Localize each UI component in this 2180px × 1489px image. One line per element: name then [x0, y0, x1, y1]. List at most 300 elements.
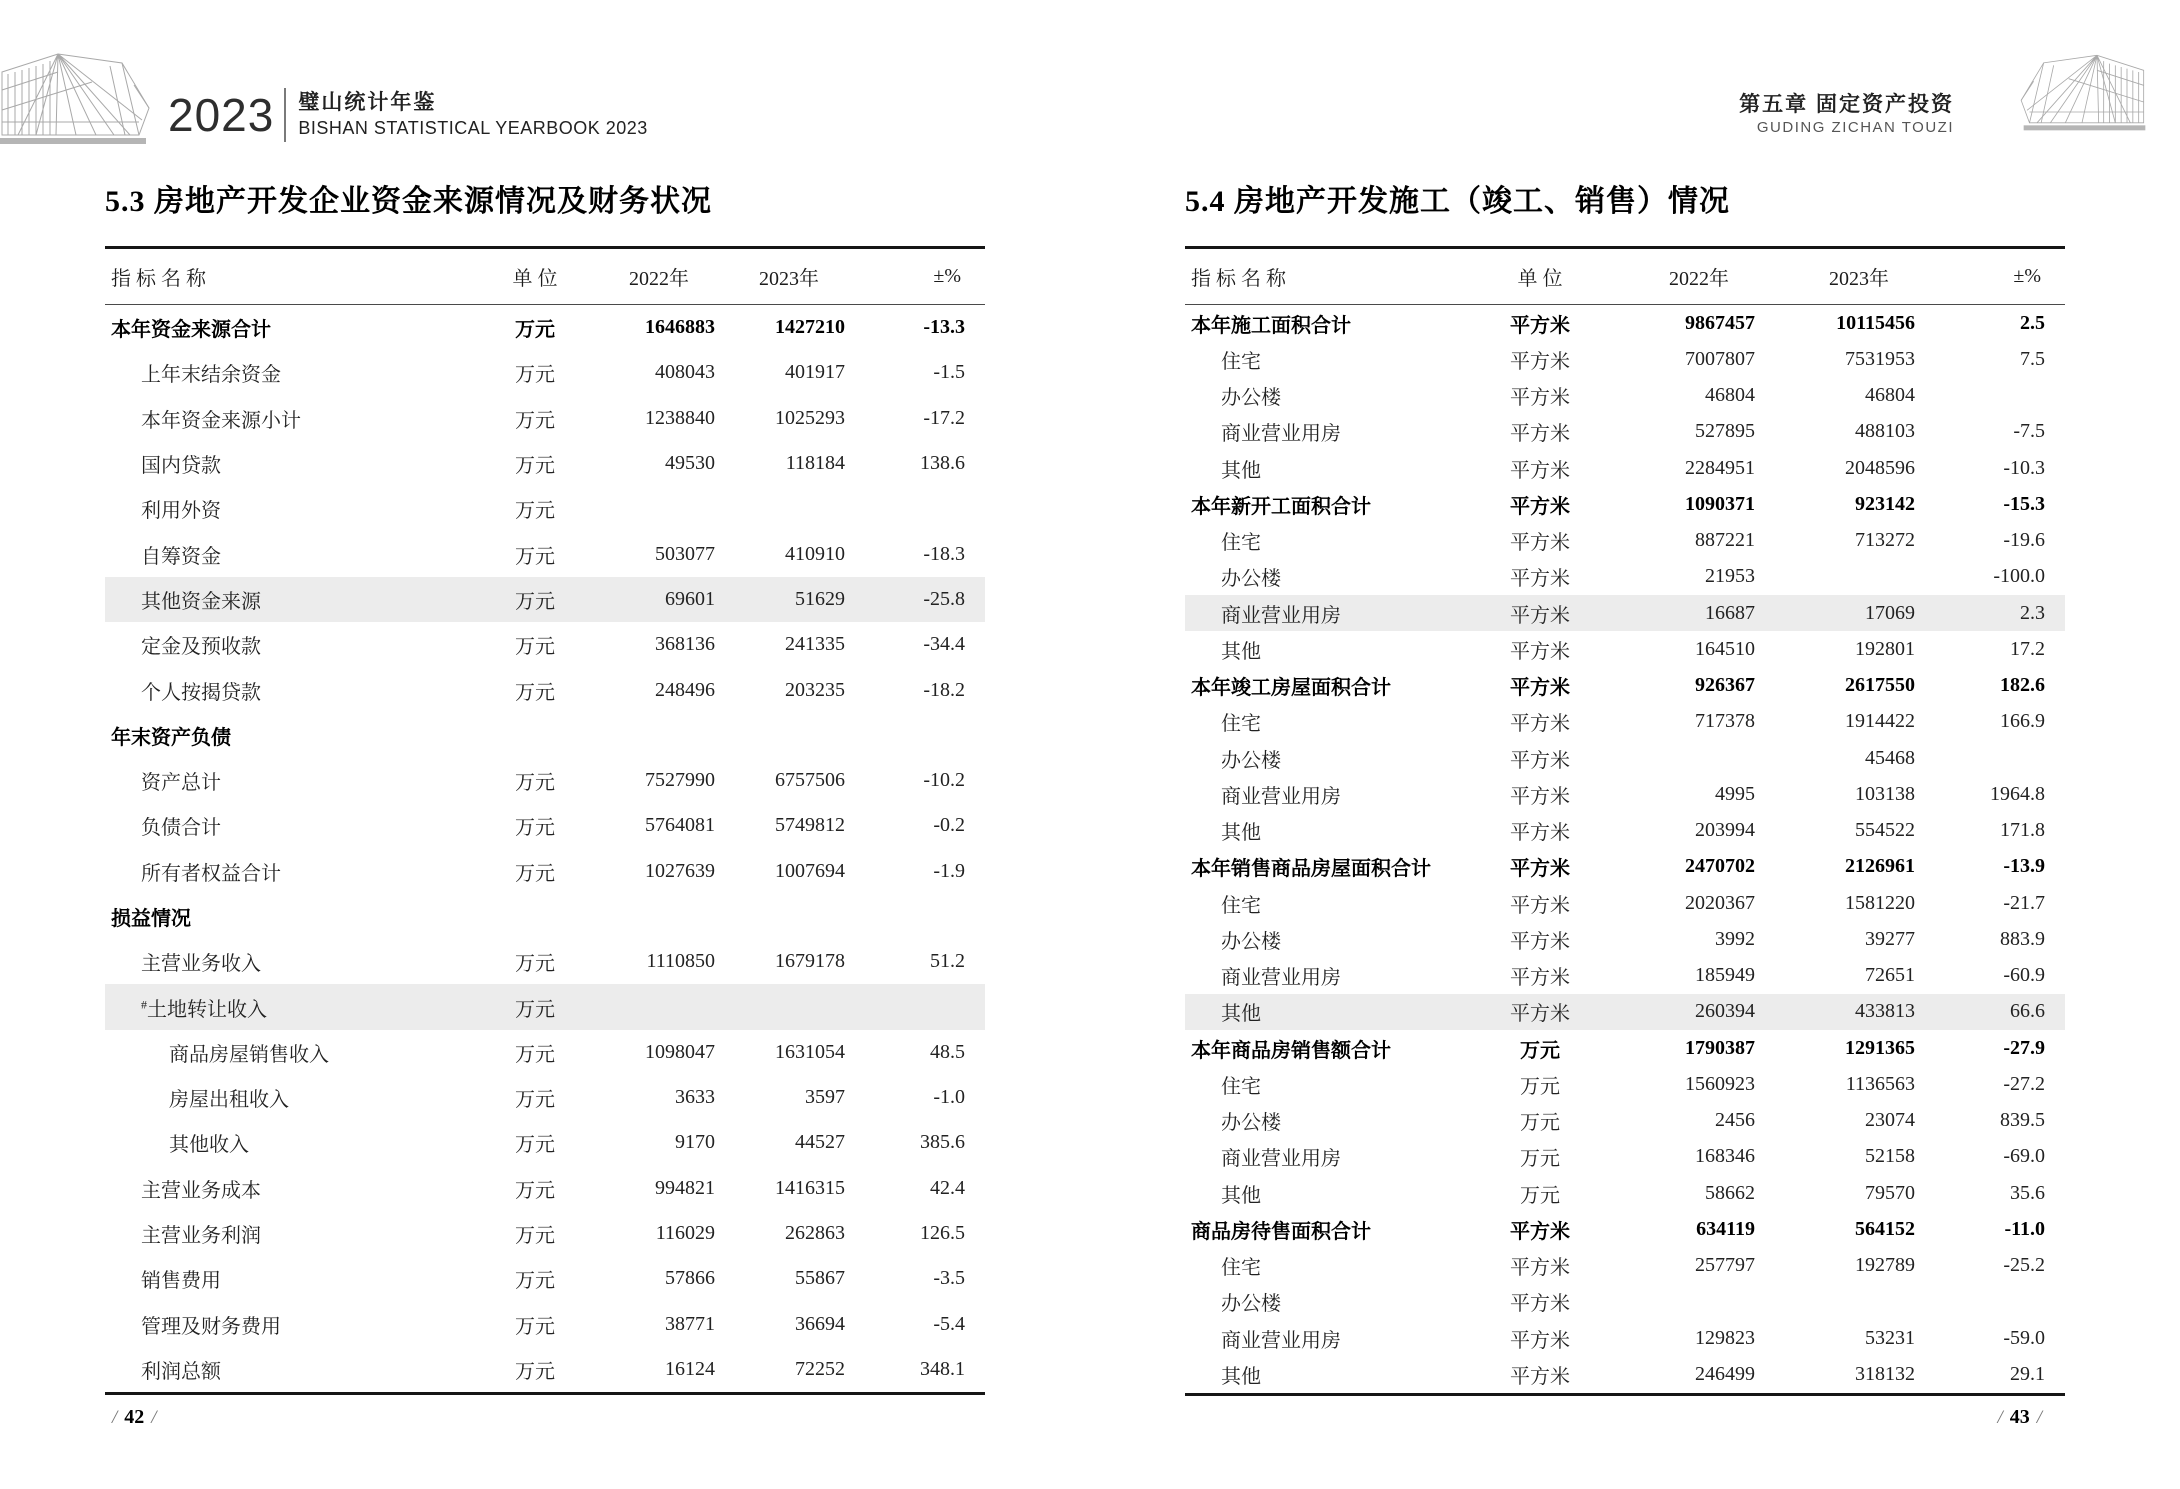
- cell-2022: 2470702: [1685, 855, 1755, 878]
- cell-2022: 1110850: [646, 950, 715, 973]
- cell-unit: 平方米: [1510, 1293, 1570, 1316]
- column-header-unit: 单 位: [512, 268, 558, 290]
- table-row: [1185, 849, 2065, 885]
- cell-indicator-name: 房屋出租收入: [169, 1089, 289, 1112]
- cell-unit: 平方米: [1510, 568, 1570, 591]
- table-row: [105, 1166, 985, 1211]
- cell-2023: 10115456: [1836, 311, 1915, 334]
- cell-indicator-name: 定金及预收款: [141, 636, 261, 659]
- cell-2022: 248496: [655, 678, 715, 701]
- cell-unit: 万元: [515, 1179, 555, 1202]
- cell-2023: 5749812: [775, 814, 845, 837]
- cell-2022: 1090371: [1685, 492, 1755, 515]
- cell-unit: 平方米: [1510, 495, 1570, 518]
- cell-indicator-name: 住宅: [1221, 713, 1261, 736]
- cell-2022: 503077: [655, 542, 715, 565]
- cell-indicator-name: 其他: [1221, 459, 1261, 482]
- table-row: [105, 486, 985, 531]
- cell-2022: 116029: [655, 1222, 715, 1245]
- cell-indicator-name: 住宅: [1221, 1257, 1261, 1280]
- cell-pct: -27.2: [2003, 1072, 2045, 1095]
- table-row: [1185, 595, 2065, 631]
- cell-2023: 118184: [785, 452, 845, 475]
- cell-2022: 21953: [1705, 565, 1755, 588]
- table-row: [105, 849, 985, 894]
- table-row: [1185, 958, 2065, 994]
- table-row: [105, 1030, 985, 1075]
- cell-pct: 182.6: [2000, 674, 2045, 697]
- cell-2022: 3992: [1715, 927, 1755, 950]
- cell-2023: 401917: [785, 361, 845, 384]
- table-5-4: [1185, 246, 2065, 1396]
- cell-pct: -7.5: [2013, 420, 2045, 443]
- cell-2022: 634119: [1696, 1217, 1755, 1240]
- cell-unit: 万元: [515, 590, 555, 613]
- cell-indicator-name: 商品房待售面积合计: [1191, 1220, 1371, 1243]
- cell-indicator-name: 其他: [1221, 1003, 1261, 1026]
- table-row: [105, 758, 985, 803]
- cell-2023: 203235: [785, 678, 845, 701]
- cell-indicator-name: 上年末结余资金: [141, 364, 281, 387]
- cell-2022: 5764081: [645, 814, 715, 837]
- cell-indicator-name: 商业营业用房: [1221, 423, 1341, 446]
- cell-pct: -10.2: [923, 769, 965, 792]
- cell-indicator-name: 损益情况: [111, 908, 191, 930]
- book-title-en: BISHAN STATISTICAL YEARBOOK 2023: [298, 118, 648, 138]
- cell-2023: 1427210: [775, 316, 845, 339]
- cell-pct: 1964.8: [1990, 782, 2045, 805]
- table-row: [105, 1075, 985, 1120]
- table-row: [1185, 1139, 2065, 1175]
- column-header-2022: 2022年: [629, 268, 689, 290]
- cell-pct: -0.2: [933, 814, 965, 837]
- cell-pct: -13.3: [923, 316, 965, 339]
- cell-2022: 1238840: [645, 406, 715, 429]
- cell-2022: 1560923: [1685, 1072, 1755, 1095]
- cell-pct: 2.5: [2020, 311, 2045, 334]
- cell-unit: 平方米: [1510, 423, 1570, 446]
- cell-indicator-name: 资产总计: [141, 772, 221, 795]
- table-row: [1185, 450, 2065, 486]
- cell-2022: 3633: [675, 1086, 715, 1109]
- cell-2023: 1581220: [1845, 891, 1915, 914]
- cell-pct: -1.5: [933, 361, 965, 384]
- table-row: [105, 1302, 985, 1347]
- cell-2023: 192801: [1855, 637, 1915, 660]
- cell-indicator-name: 负债合计: [141, 817, 221, 840]
- cell-2023: 46804: [1865, 384, 1915, 407]
- cell-2023: 39277: [1865, 927, 1915, 950]
- cell-2022: 368136: [655, 633, 715, 656]
- cell-indicator-name: 其他资金来源: [141, 590, 261, 613]
- cell-2023: 318132: [1855, 1362, 1915, 1385]
- cell-unit: 万元: [1520, 1075, 1560, 1098]
- cell-pct: -100.0: [1993, 565, 2045, 588]
- cell-pct: -15.3: [2003, 492, 2045, 515]
- cell-indicator-name: 本年销售商品房屋面积合计: [1191, 858, 1431, 881]
- cell-unit: 平方米: [1510, 604, 1570, 627]
- cell-pct: -18.3: [923, 542, 965, 565]
- cell-2022: 926367: [1695, 674, 1755, 697]
- footer-slash: /: [1997, 1407, 2003, 1428]
- table-row: [105, 1256, 985, 1301]
- cell-unit: 万元: [515, 636, 555, 659]
- table-row: [105, 1211, 985, 1256]
- cell-pct: 839.5: [2000, 1109, 2045, 1132]
- cell-unit: 平方米: [1510, 640, 1570, 663]
- cell-unit: 万元: [515, 1089, 555, 1112]
- cell-2023: 36694: [795, 1312, 845, 1335]
- cell-unit: 平方米: [1510, 387, 1570, 410]
- table-row: [105, 713, 985, 758]
- table-row: [1185, 1356, 2065, 1392]
- cell-indicator-name: 其他: [1221, 1184, 1261, 1207]
- cell-pct: 385.6: [920, 1131, 965, 1154]
- column-header-pct: ±%: [2013, 265, 2041, 287]
- table-row: [105, 305, 985, 350]
- cell-unit: 平方米: [1510, 1257, 1570, 1280]
- cell-unit: 万元: [1520, 1039, 1560, 1062]
- cell-indicator-name: 办公楼: [1221, 387, 1281, 410]
- table-row: [1185, 414, 2065, 450]
- cell-2022: 527895: [1695, 420, 1755, 443]
- cell-2023: 103138: [1855, 782, 1915, 805]
- cell-2022: 57866: [665, 1267, 715, 1290]
- table-row: [1185, 921, 2065, 957]
- cell-pct: -27.9: [2003, 1036, 2045, 1059]
- cell-pct: -18.2: [923, 678, 965, 701]
- page-number-footer: [105, 1406, 164, 1429]
- book-title-cn: 璧山统计年鉴: [298, 91, 437, 114]
- cell-pct: -13.9: [2003, 855, 2045, 878]
- cell-indicator-name: 管理及财务费用: [141, 1315, 281, 1338]
- cell-unit: 万元: [515, 319, 555, 342]
- table-5-3-title: 5.3 房地产开发企业资金来源情况及财务状况: [105, 185, 712, 219]
- cell-pct: -19.6: [2003, 529, 2045, 552]
- column-header-2022: 2022年: [1669, 268, 1729, 290]
- cell-unit: 万元: [515, 953, 555, 976]
- cell-indicator-name: 主营业务收入: [141, 953, 261, 976]
- cell-unit: 万元: [515, 998, 555, 1021]
- table-row: [1185, 1030, 2065, 1066]
- cell-unit: 万元: [515, 1134, 555, 1157]
- cell-unit: 万元: [515, 1043, 555, 1066]
- column-header-2023: 2023年: [759, 268, 819, 290]
- cell-pct: -17.2: [923, 406, 965, 429]
- cell-indicator-name: 主营业务利润: [141, 1225, 261, 1248]
- cell-unit: 万元: [515, 1315, 555, 1338]
- cell-indicator-name: 其他: [1221, 640, 1261, 663]
- cell-pct: -25.8: [923, 587, 965, 610]
- cell-unit: 平方米: [1510, 1003, 1570, 1026]
- cell-unit: 万元: [515, 455, 555, 478]
- cell-2022: 16687: [1705, 601, 1755, 624]
- cell-2022: 168346: [1695, 1145, 1755, 1168]
- cell-unit: 万元: [515, 772, 555, 795]
- cell-2023: 241335: [785, 633, 845, 656]
- cell-pct: -1.9: [933, 859, 965, 882]
- table-row: [105, 939, 985, 984]
- cell-pct: 48.5: [930, 1040, 965, 1063]
- cell-2022: 1027639: [645, 859, 715, 882]
- cell-pct: -10.3: [2003, 456, 2045, 479]
- cell-2022: 46804: [1705, 384, 1755, 407]
- cell-2022: 58662: [1705, 1181, 1755, 1204]
- cell-indicator-name: 本年资金来源小计: [141, 409, 301, 432]
- table-row: [1185, 523, 2065, 559]
- cell-indicator-name: 主营业务成本: [141, 1179, 261, 1202]
- cell-2022: 1098047: [645, 1040, 715, 1063]
- cell-indicator-name: 国内贷款: [141, 455, 221, 478]
- table-header-row: [1185, 249, 2065, 305]
- cell-2023: 1631054: [775, 1040, 845, 1063]
- cell-indicator-name: 办公楼: [1221, 749, 1281, 772]
- cell-2022: 203994: [1695, 819, 1755, 842]
- cell-indicator-name: 自筹资金: [141, 545, 221, 568]
- table-row: [105, 1120, 985, 1165]
- cell-2023: 1025293: [775, 406, 845, 429]
- table-row: [1185, 704, 2065, 740]
- cell-unit: 平方米: [1510, 677, 1570, 700]
- cell-2023: 17069: [1865, 601, 1915, 624]
- table-row: [105, 577, 985, 622]
- cell-unit: 万元: [1520, 1148, 1560, 1171]
- cell-unit: 平方米: [1510, 350, 1570, 373]
- cell-pct: 66.6: [2010, 1000, 2045, 1023]
- cell-2023: 7531953: [1845, 347, 1915, 370]
- cell-2023: 192789: [1855, 1254, 1915, 1277]
- cell-2023: 1007694: [775, 859, 845, 882]
- yearbook-year: 2023: [168, 89, 275, 141]
- cell-indicator-name: 本年竣工房屋面积合计: [1191, 677, 1391, 700]
- table-row: [105, 667, 985, 712]
- cell-pct: 126.5: [920, 1222, 965, 1245]
- table-row: [1185, 378, 2065, 414]
- cell-2023: 3597: [805, 1086, 845, 1109]
- cell-indicator-name: 办公楼: [1221, 930, 1281, 953]
- cell-pct: 2.3: [2020, 601, 2045, 624]
- cell-indicator-name: 本年施工面积合计: [1191, 314, 1351, 337]
- cell-indicator-name: 住宅: [1221, 532, 1261, 555]
- cell-2023: 72252: [795, 1357, 845, 1380]
- cell-2022: 260394: [1695, 1000, 1755, 1023]
- cell-2022: 2020367: [1685, 891, 1755, 914]
- table-row: [105, 396, 985, 441]
- table-row: [1185, 559, 2065, 595]
- cell-pct: -3.5: [933, 1267, 965, 1290]
- cell-2023: 45468: [1865, 746, 1915, 769]
- cell-pct: 29.1: [2010, 1362, 2045, 1385]
- table-row: [105, 441, 985, 486]
- cell-pct: 348.1: [920, 1357, 965, 1380]
- cell-indicator-name: 商业营业用房: [1221, 785, 1341, 808]
- cell-unit: 平方米: [1510, 314, 1570, 337]
- cell-unit: 万元: [515, 681, 555, 704]
- cell-2023: 1416315: [775, 1176, 845, 1199]
- cell-2023: 6757506: [775, 769, 845, 792]
- cell-2023: 1136563: [1845, 1072, 1915, 1095]
- table-row: [1185, 631, 2065, 667]
- cell-2022: 7007807: [1685, 347, 1755, 370]
- cell-unit: 平方米: [1510, 930, 1570, 953]
- table-row: [105, 1347, 985, 1392]
- cell-pct: 35.6: [2010, 1181, 2045, 1204]
- table-header-row: [105, 249, 985, 305]
- page-42: [105, 0, 985, 1489]
- table-5-3: [105, 246, 985, 1395]
- table-row: [1185, 486, 2065, 522]
- cell-indicator-name: 个人按揭贷款: [141, 681, 261, 704]
- cell-2023: 44527: [795, 1131, 845, 1154]
- cell-unit: 万元: [515, 1360, 555, 1383]
- cell-indicator-name: 利润总额: [141, 1360, 221, 1383]
- cell-pct: -59.0: [2003, 1326, 2045, 1349]
- cell-2022: 257797: [1695, 1254, 1755, 1277]
- cell-pct: 138.6: [920, 452, 965, 475]
- cell-2023: 51629: [795, 587, 845, 610]
- cell-pct: -69.0: [2003, 1145, 2045, 1168]
- cell-2022: 408043: [655, 361, 715, 384]
- cell-pct: 51.2: [930, 950, 965, 973]
- cell-unit: 平方米: [1510, 1365, 1570, 1388]
- table-row: [1185, 1284, 2065, 1320]
- table-row: [1185, 1248, 2065, 1284]
- cell-indicator-name: 所有者权益合计: [141, 862, 281, 885]
- table-row: [1185, 1320, 2065, 1356]
- cell-2022: 4995: [1715, 782, 1755, 805]
- cell-indicator-name: 办公楼: [1221, 1293, 1281, 1316]
- cell-pct: 17.2: [2010, 637, 2045, 660]
- cell-2023: 23074: [1865, 1109, 1915, 1132]
- cell-indicator-name: 商业营业用房: [1221, 1148, 1341, 1171]
- cell-2022: 38771: [665, 1312, 715, 1335]
- cell-pct: 42.4: [930, 1176, 965, 1199]
- cell-2022: 185949: [1695, 964, 1755, 987]
- cell-pct: -25.2: [2003, 1254, 2045, 1277]
- cell-2023: 72651: [1865, 964, 1915, 987]
- cell-indicator-name: 办公楼: [1221, 1112, 1281, 1135]
- cell-2023: 554522: [1855, 819, 1915, 842]
- cell-indicator-name: 商业营业用房: [1221, 604, 1341, 627]
- cell-unit: 平方米: [1510, 749, 1570, 772]
- cell-2022: 69601: [665, 587, 715, 610]
- cell-indicator-name: 本年商品房销售额合计: [1191, 1039, 1391, 1062]
- cell-2023: 2126961: [1845, 855, 1915, 878]
- cell-indicator-name: 年末资产负债: [111, 726, 231, 749]
- cell-unit: 万元: [515, 500, 555, 523]
- cell-2023: 1914422: [1845, 710, 1915, 733]
- cell-2023: 564152: [1855, 1217, 1915, 1240]
- page-number-footer: [1990, 1406, 2049, 1429]
- cell-2023: 713272: [1855, 529, 1915, 552]
- cell-unit: 平方米: [1510, 459, 1570, 482]
- cell-2022: 9867457: [1685, 311, 1755, 334]
- table-row: [1185, 1175, 2065, 1211]
- cell-indicator-name: 本年新开工面积合计: [1191, 495, 1371, 518]
- cell-indicator-name: #土地转让收入: [141, 996, 267, 1021]
- table-row: [1185, 341, 2065, 377]
- cell-indicator-name: 商业营业用房: [1221, 967, 1341, 990]
- cell-indicator-name: 利用外资: [141, 500, 221, 523]
- cell-2023: 2617550: [1845, 674, 1915, 697]
- cell-indicator-name: 住宅: [1221, 894, 1261, 917]
- cell-unit: 平方米: [1510, 1329, 1570, 1352]
- cell-2023: 488103: [1855, 420, 1915, 443]
- cell-indicator-name: 其他收入: [169, 1134, 249, 1157]
- cell-pct: -34.4: [923, 633, 965, 656]
- cell-2022: 887221: [1695, 529, 1755, 552]
- cell-unit: 万元: [515, 409, 555, 432]
- column-header-indicator: 指 标 名 称: [1191, 268, 1286, 290]
- cell-indicator-name: 住宅: [1221, 1075, 1261, 1098]
- table-row: [1185, 1066, 2065, 1102]
- cell-2023: 262863: [785, 1222, 845, 1245]
- cell-2022: 2456: [1715, 1109, 1755, 1132]
- cell-pct: 166.9: [2000, 710, 2045, 733]
- table-5-4-title: 5.4 房地产开发施工（竣工、销售）情况: [1185, 185, 1730, 219]
- cell-2022: 717378: [1695, 710, 1755, 733]
- cell-unit: 平方米: [1510, 532, 1570, 555]
- cell-unit: 万元: [515, 364, 555, 387]
- cell-indicator-name: 商业营业用房: [1221, 1329, 1341, 1352]
- page-43: [1185, 0, 2065, 1489]
- cell-indicator-name: 住宅: [1221, 350, 1261, 373]
- table-row: [105, 531, 985, 576]
- chapter-title-en: GUDING ZICHAN TOUZI: [1756, 119, 1954, 136]
- cell-unit: 万元: [515, 862, 555, 885]
- cell-pct: -5.4: [933, 1312, 965, 1335]
- cell-2022: 9170: [675, 1131, 715, 1154]
- cell-unit: 万元: [515, 1270, 555, 1293]
- footer-slash: /: [151, 1407, 157, 1428]
- cell-indicator-name: 其他: [1221, 822, 1261, 845]
- cell-pct: 7.5: [2020, 347, 2045, 370]
- cell-pct: -11.0: [2004, 1217, 2045, 1240]
- cell-unit: 万元: [515, 817, 555, 840]
- cell-unit: 万元: [515, 1225, 555, 1248]
- cell-2022: 16124: [665, 1357, 715, 1380]
- column-header-pct: ±%: [933, 265, 961, 287]
- cell-unit: 平方米: [1510, 785, 1570, 808]
- footer-slash: /: [2036, 1407, 2042, 1428]
- cell-2022: 994821: [655, 1176, 715, 1199]
- table-row: [1185, 776, 2065, 812]
- table-row: [105, 984, 985, 1029]
- cell-2022: 2284951: [1685, 456, 1755, 479]
- cell-pct: 883.9: [2000, 927, 2045, 950]
- cell-indicator-name: 商品房屋销售收入: [169, 1043, 329, 1066]
- page-number: 43: [2009, 1406, 2030, 1428]
- table-row: [1185, 994, 2065, 1030]
- cell-2022: 246499: [1695, 1362, 1755, 1385]
- cell-unit: 平方米: [1510, 894, 1570, 917]
- table-row: [1185, 1211, 2065, 1247]
- cell-indicator-name: 销售费用: [141, 1270, 221, 1293]
- cell-2023: 55867: [795, 1267, 845, 1290]
- cell-2023: 1291365: [1845, 1036, 1915, 1059]
- cell-unit: 平方米: [1510, 1220, 1570, 1243]
- table-row: [105, 803, 985, 848]
- cell-pct: -1.0: [933, 1086, 965, 1109]
- cell-2023: 79570: [1865, 1181, 1915, 1204]
- cell-2023: 923142: [1855, 492, 1915, 515]
- cell-2022: 1790387: [1685, 1036, 1755, 1059]
- cell-unit: 万元: [1520, 1112, 1560, 1135]
- column-header-unit: 单 位: [1517, 268, 1563, 290]
- cell-2022: 1646883: [645, 316, 715, 339]
- table-row: [1185, 740, 2065, 776]
- cell-2023: 2048596: [1845, 456, 1915, 479]
